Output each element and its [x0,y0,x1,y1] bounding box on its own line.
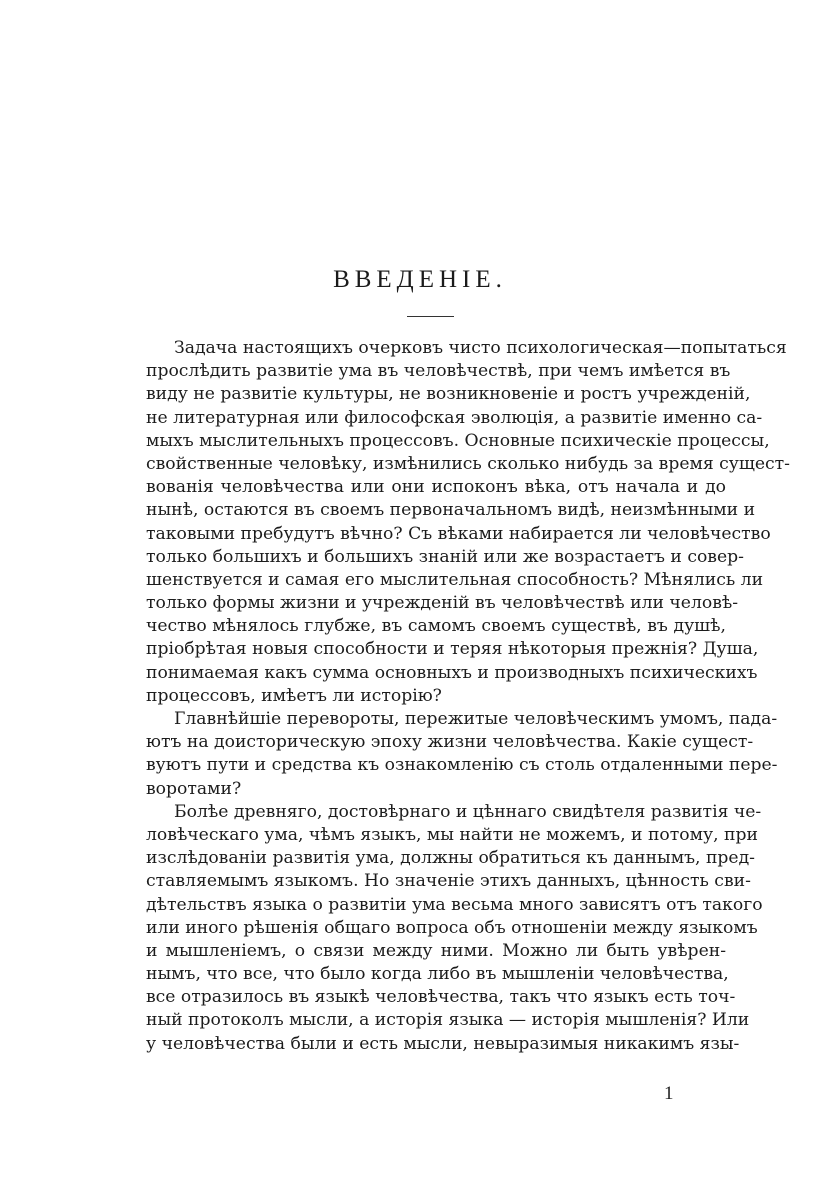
text-line: или иного рѣшенія общаго вопроса объ отношеніи между языкомъ [146,917,758,938]
text-line: таковыми пребудутъ вѣчно? Съ вѣками набирается ли человѣчество [146,523,771,544]
text-line: чество мѣнялось глубже, въ самомъ своемъ существѣ, въ душѣ, [146,616,726,637]
text-line: прослѣдить развитіе ума въ человѣчествѣ, при чемъ имѣется въ [146,361,731,382]
text-line: изслѣдованіи развитія ума, должны обратиться къ даннымъ, пред- [146,848,755,869]
text-line: все отразилось въ языкѣ человѣчества, такъ что языкъ есть точ- [146,987,736,1008]
text-line: вованія человѣчества или они испоконъ вѣка, отъ начала и до [146,477,726,498]
body-text [146,337,790,1056]
text-line: только большихъ и большихъ знаній или же возрастаетъ и совер- [146,546,744,567]
text-line: понимаемая какъ сумма основныхъ и производныхъ психическихъ [146,662,758,683]
text-line: только формы жизни и учрежденій въ человѣчествѣ или человѣ- [146,593,739,614]
text-line: вуютъ пути и средства къ ознакомленію съ столь отдаленными пере- [146,755,778,776]
text-line: ловѣческаго ума, чѣмъ языкъ, мы найти не можемъ, и потому, при [146,824,758,845]
text-line: свойственные человѣку, измѣнились сколько нибудь за время сущест- [146,453,790,474]
text-line: у человѣчества были и есть мысли, невыразимыя никакимъ язы- [146,1033,740,1054]
text-line: и мышленіемъ, о связи между ними. Можно ли быть увѣрен- [146,940,726,961]
chapter-title: ВВЕДЕНІЕ. [333,266,507,293]
text-line: не литературная или философская эволюція, а развитіе именно са- [146,407,763,428]
text-line: ный протоколъ мысли, а исторія языка — исторія мышленія? Или [146,1010,750,1031]
text-line: Болѣе древняго, достовѣрнаго и цѣннаго свидѣтеля развитія че- [174,801,762,822]
text-line: процессовъ, имѣетъ ли исторію? [146,685,442,706]
text-line: Главнѣйшіе перевороты, пережитые человѣческимъ умомъ, пада- [174,709,778,729]
text-line: дѣтельствъ языка о развитіи ума весьма много зависятъ отъ такого [146,894,763,915]
text-line: ютъ на доисторическую эпоху жизни человѣчества. Какіе сущест- [146,732,754,753]
text-line: нымъ, что все, что было когда либо въ мышленіи человѣчества, [146,964,729,985]
text-line: ставляемымъ языкомъ. Но значеніе этихъ данныхъ, цѣнность сви- [146,871,751,892]
text-line: воротами? [146,778,242,799]
text-line: нынѣ, остаются въ своемъ первоначальномъ видѣ, неизмѣнными и [146,500,756,521]
text-line: мыхъ мыслительныхъ процессовъ. Основные психическіе процессы, [146,430,770,451]
text-line: шенствуется и самая его мыслительная способность? Мѣнялись ли [146,569,764,590]
text-line: виду не развитіе культуры, не возникновеніе и ростъ учрежденій, [146,384,751,405]
text-line: Задача настоящихъ очерковъ чисто психологическая—попытаться [174,338,787,358]
title-rule [407,316,454,317]
text-line: пріобрѣтая новыя способности и теряя нѣкоторыя прежнія? Душа, [146,639,759,660]
page-number: 1 [664,1083,674,1104]
